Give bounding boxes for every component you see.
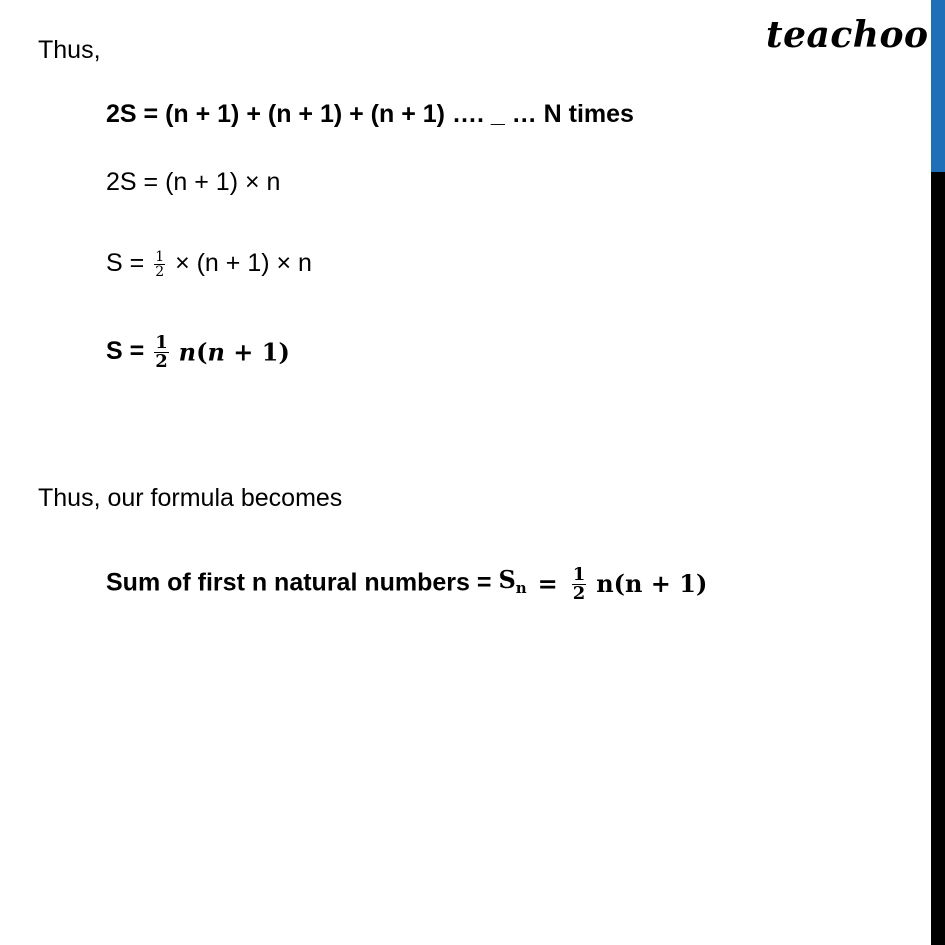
fraction-denominator: 2 (572, 582, 586, 604)
fraction-numerator: 1 (572, 563, 586, 585)
formula-expression: n(n + 1) (596, 569, 708, 598)
formula-expression: n(n + 1) (178, 337, 290, 367)
step-2s-product: 2S = (n + 1) × n (106, 168, 281, 196)
step-s-half-product (106, 247, 312, 279)
fraction-denominator: 2 (155, 351, 168, 372)
fraction-half-bold (154, 334, 169, 371)
fraction-half (154, 250, 165, 279)
step3-prefix: S = (106, 249, 145, 277)
final-formula (106, 564, 707, 604)
thus-text-2: Thus, our formula becomes (38, 484, 343, 512)
step3-suffix: × (n + 1) × n (175, 249, 312, 277)
fraction-numerator: 1 (155, 248, 165, 265)
right-edge-accent (931, 0, 945, 172)
fraction-half-bold (572, 563, 587, 604)
formula-symbol: $S_n$ (498, 565, 527, 597)
step-s-formula (106, 334, 290, 371)
step-2s-sum: 2S = (n + 1) + (n + 1) + (n + 1) …. _ … N times (106, 100, 634, 128)
thus-text-1: Thus, (38, 36, 101, 64)
fraction-numerator: 1 (155, 332, 168, 353)
formula-equals: = (537, 569, 558, 598)
formula-label: Sum of first n natural numbers = (106, 568, 492, 597)
fraction-denominator: 2 (155, 263, 165, 280)
step4-prefix: S = (106, 337, 145, 366)
teachoo-logo: teachoo (766, 14, 929, 56)
